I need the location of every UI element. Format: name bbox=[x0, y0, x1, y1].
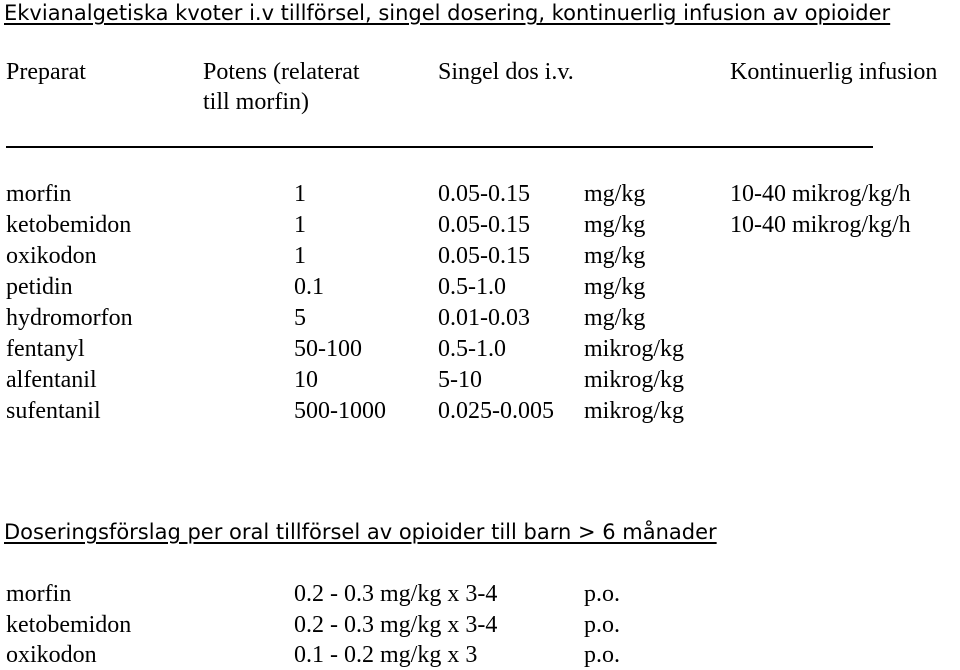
drug-name: fentanyl bbox=[6, 336, 85, 362]
drug-name: ketobemidon bbox=[6, 612, 132, 638]
dose-value: 0.05-0.15 bbox=[438, 212, 530, 238]
drug-name: alfentanil bbox=[6, 367, 97, 393]
dose-value: 0.05-0.15 bbox=[438, 181, 530, 207]
infusion-value: 10-40 mikrog/kg/h bbox=[730, 181, 911, 207]
potency-value: 1 bbox=[294, 212, 306, 238]
header-potens-line1: Potens (relaterat bbox=[203, 59, 360, 85]
dose-value: 0.5-1.0 bbox=[438, 274, 506, 300]
oral-dose: 0.1 - 0.2 mg/kg x 3 bbox=[294, 642, 478, 668]
drug-name: oxikodon bbox=[6, 243, 97, 269]
dose-value: 0.5-1.0 bbox=[438, 336, 506, 362]
oral-dose: 0.2 - 0.3 mg/kg x 3-4 bbox=[294, 581, 498, 607]
header-potens-line2: till morfin) bbox=[203, 89, 309, 115]
drug-name: morfin bbox=[6, 581, 72, 607]
iv-table-title: Ekvianalgetiska kvoter i.v tillförsel, singel dosering, kontinuerlig infusion av opioider bbox=[4, 1, 891, 25]
potency-value: 1 bbox=[294, 181, 306, 207]
dose-unit: mikrog/kg bbox=[584, 367, 684, 393]
dose-unit: mg/kg bbox=[584, 212, 646, 238]
oral-dose: 0.2 - 0.3 mg/kg x 3-4 bbox=[294, 612, 498, 638]
potency-value: 50-100 bbox=[294, 336, 362, 362]
dose-unit: mg/kg bbox=[584, 181, 646, 207]
dose-value: 0.025-0.005 bbox=[438, 398, 554, 424]
route: p.o. bbox=[584, 612, 620, 638]
drug-name: oxikodon bbox=[6, 642, 97, 668]
dose-unit: mg/kg bbox=[584, 305, 646, 331]
drug-name: hydromorfon bbox=[6, 305, 133, 331]
header-preparat: Preparat bbox=[6, 59, 86, 85]
potency-value: 10 bbox=[294, 367, 318, 393]
dose-value: 5-10 bbox=[438, 367, 482, 393]
infusion-value: 10-40 mikrog/kg/h bbox=[730, 212, 911, 238]
dose-unit: mikrog/kg bbox=[584, 336, 684, 362]
dose-unit: mikrog/kg bbox=[584, 398, 684, 424]
header-divider bbox=[6, 146, 873, 148]
dose-value: 0.05-0.15 bbox=[438, 243, 530, 269]
dose-unit: mg/kg bbox=[584, 274, 646, 300]
route: p.o. bbox=[584, 642, 620, 668]
route: p.o. bbox=[584, 581, 620, 607]
potency-value: 500-1000 bbox=[294, 398, 386, 424]
oral-table-title: Doseringsförslag per oral tillförsel av opioider till barn > 6 månader bbox=[4, 520, 717, 544]
dose-value: 0.01-0.03 bbox=[438, 305, 530, 331]
potency-value: 0.1 bbox=[294, 274, 324, 300]
potency-value: 5 bbox=[294, 305, 306, 331]
drug-name: ketobemidon bbox=[6, 212, 132, 238]
drug-name: sufentanil bbox=[6, 398, 101, 424]
drug-name: morfin bbox=[6, 181, 72, 207]
header-singel-dos: Singel dos i.v. bbox=[438, 59, 574, 85]
potency-value: 1 bbox=[294, 243, 306, 269]
drug-name: petidin bbox=[6, 274, 73, 300]
dose-unit: mg/kg bbox=[584, 243, 646, 269]
header-kontinuerlig-infusion: Kontinuerlig infusion bbox=[730, 59, 938, 85]
